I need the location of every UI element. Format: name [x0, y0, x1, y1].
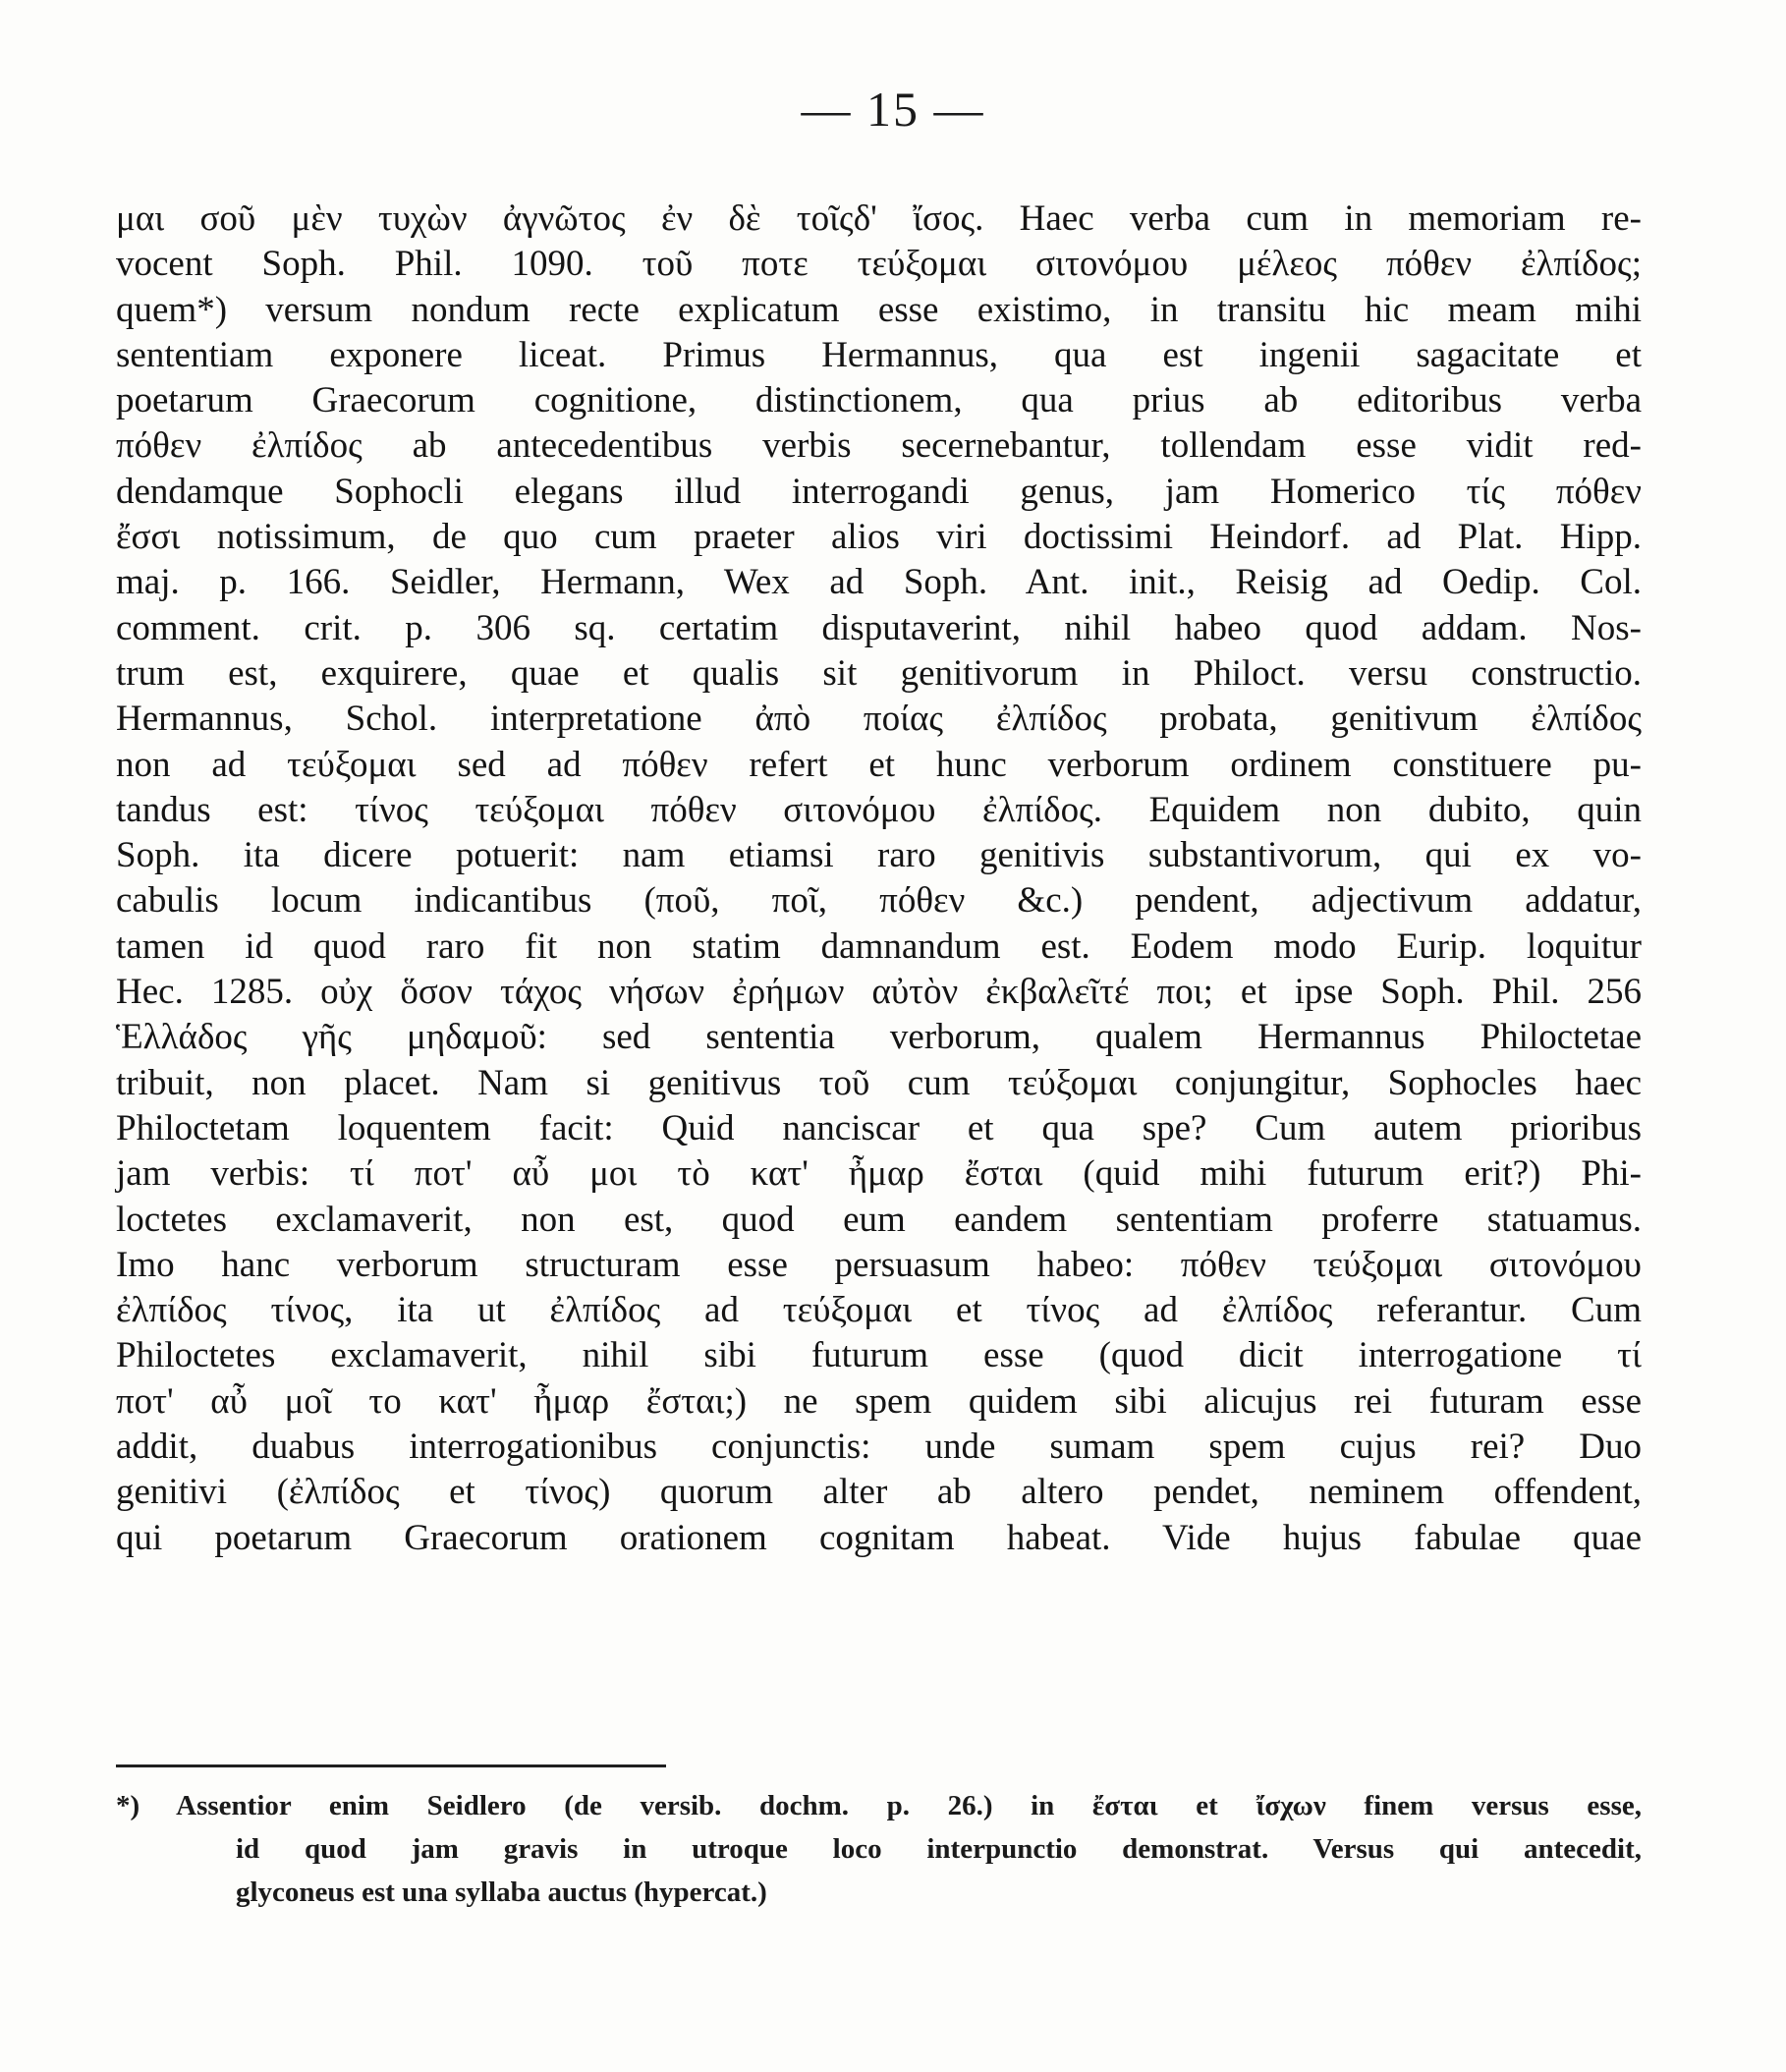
body-line: dendamque Sophocli elegans illud interrogandi genus, jam Homerico τίς πόθεν — [116, 471, 1642, 512]
body-line: Hec. 1285. οὐχ ὅσον τάχος νήσων ἐρήμων αὐτὸν ἐκβαλεῖτέ ποι; et ipse Soph. Phil. 256 — [116, 972, 1642, 1013]
body-line: tamen id quod raro fit non statim damnandum est. Eodem modo Eurip. loquitur — [116, 925, 1642, 967]
footnote-line: *) Assentior enim Seidlero (de versib. dochm. p. 26.) in ἔσται et ἴσχων finem versus esse, — [116, 1790, 1642, 1821]
body-line: qui poetarum Graecorum orationem cognitam habeat. Vide hujus fabulae quae — [116, 1517, 1642, 1558]
body-line: sententiam exponere liceat. Primus Hermannus, qua est ingenii sagacitate et — [116, 334, 1642, 375]
body-line: trum est, exquirere, quae et qualis sit genitivorum in Philoct. versu constructio. — [116, 652, 1642, 694]
body-line: Philoctetam loquentem facit: Quid nanciscar et qua spe? Cum autem prioribus — [116, 1107, 1642, 1148]
body-line: ποτ' αὖ μοῖ το κατ' ἦμαρ ἔσται;) ne spem quidem sibi alicujus rei futuram esse — [116, 1380, 1642, 1422]
body-line: non ad τεύξομαι sed ad πόθεν refert et hunc verborum ordinem constituere pu- — [116, 744, 1642, 785]
body-line: loctetes exclamaverit, non est, quod eum eandem sententiam proferre statuamus. — [116, 1199, 1642, 1240]
body-line: μαι σοῦ μὲν τυχὼν ἀγνῶτος ἐν δὲ τοῖςδ' ἴσος. Haec verba cum in memoriam re- — [116, 198, 1642, 239]
body-line: ἔσσι notissimum, de quo cum praeter alios viri doctissimi Heindorf. ad Plat. Hipp. — [116, 517, 1642, 558]
body-line: addit, duabus interrogationibus conjunctis: unde sumam spem cujus rei? Duo — [116, 1427, 1642, 1468]
body-line: maj. p. 166. Seidler, Hermann, Wex ad Soph. Ant. init., Reisig ad Oedip. Col. — [116, 562, 1642, 603]
body-line: Imo hanc verborum structuram esse persuasum habeo: πόθεν τεύξομαι σιτονόμου — [116, 1244, 1642, 1285]
body-line: comment. crit. p. 306 sq. certatim disputaverint, nihil habeo quod addam. Nos- — [116, 607, 1642, 648]
body-text — [116, 196, 1642, 1561]
footnote-line: id quod jam gravis in utroque loco interpunctio demonstrat. Versus qui antecedit, — [236, 1833, 1642, 1865]
footnote-line: glyconeus est una syllaba auctus (hypercat.) — [236, 1876, 767, 1908]
body-line: ἐλπίδος τίνος, ita ut ἐλπίδος ad τεύξομαι et τίνος ad ἐλπίδος referantur. Cum — [116, 1290, 1642, 1331]
footnote — [116, 1784, 1642, 1914]
footnote-divider — [116, 1764, 666, 1767]
body-line: poetarum Graecorum cognitione, distinctionem, qua prius ab editoribus verba — [116, 380, 1642, 421]
body-line: Hermannus, Schol. interpretatione ἀπὸ ποίας ἐλπίδος probata, genitivum ἐλπίδος — [116, 699, 1642, 740]
body-line: Philoctetes exclamaverit, nihil sibi futurum esse (quod dicit interrogatione τί — [116, 1335, 1642, 1376]
body-line: Soph. ita dicere potuerit: nam etiamsi raro genitivis substantivorum, qui ex vo- — [116, 835, 1642, 876]
body-line: genitivi (ἐλπίδος et τίνος) quorum alter ab altero pendet, neminem offendent, — [116, 1472, 1642, 1513]
page-number: — 15 — — [801, 82, 985, 137]
body-line: tribuit, non placet. Nam si genitivus τοῦ cum τεύξομαι conjungitur, Sophocles haec — [116, 1062, 1642, 1103]
body-line: cabulis locum indicantibus (ποῦ, ποῖ, πόθεν &c.) pendent, adjectivum addatur, — [116, 880, 1642, 922]
body-line: Ἑλλάδος γῆς μηδαμοῦ: sed sententia verborum, qualem Hermannus Philoctetae — [116, 1017, 1642, 1058]
body-line: jam verbis: τί ποτ' αὖ μοι τὸ κατ' ἦμαρ ἔσται (quid mihi futurum erit?) Phi- — [116, 1153, 1642, 1195]
body-line: quem*) versum nondum recte explicatum esse existimo, in transitu hic meam mihi — [116, 289, 1642, 330]
body-line: tandus est: τίνος τεύξομαι πόθεν σιτονόμου ἐλπίδος. Equidem non dubito, quin — [116, 789, 1642, 830]
body-line: πόθεν ἐλπίδος ab antecedentibus verbis secernebantur, tollendam esse vidit red- — [116, 425, 1642, 467]
body-line: vocent Soph. Phil. 1090. τοῦ ποτε τεύξομαι σιτονόμου μέλεος πόθεν ἐλπίδος; — [116, 244, 1642, 285]
